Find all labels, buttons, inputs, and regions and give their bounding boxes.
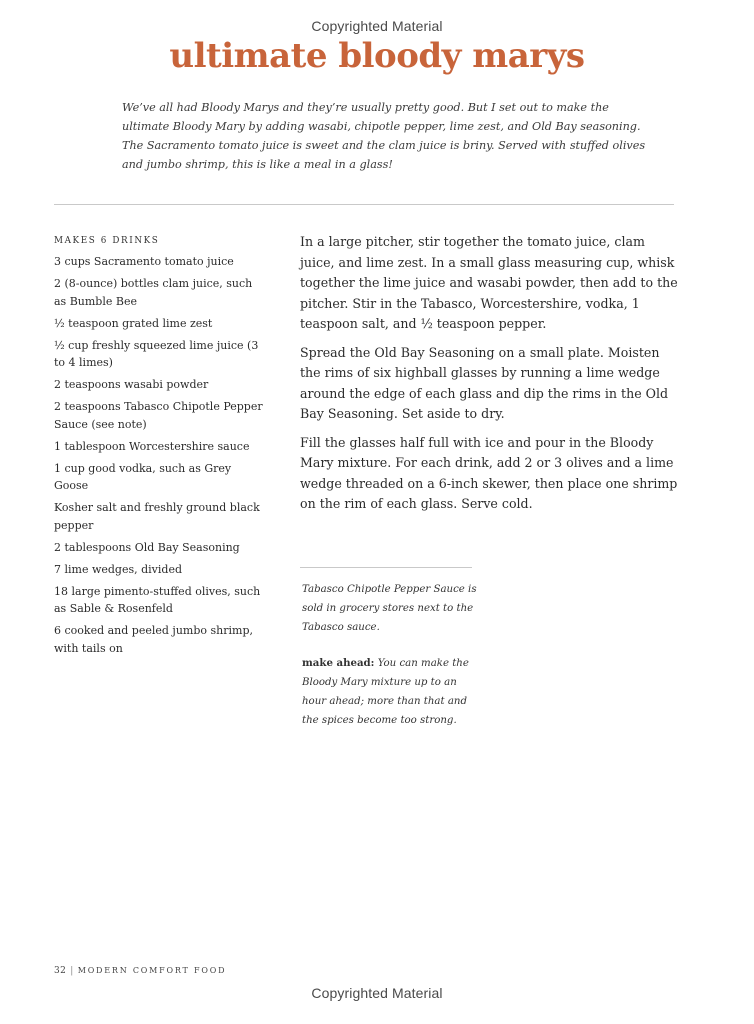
direction-step: In a large pitcher, stir together the tomato juice, clam juice, and lime zest. In a small glass measuring cup, whisk together the lime juice and wasabi powder, then add to the pitcher. Stir in the Tabasco, Worcestershire, vodka, 1 teaspoon salt, and ½ teaspoon pepper. — [300, 234, 678, 331]
ingredient-list — [54, 253, 266, 657]
ingredient-item: 1 cup good vodka, such as Grey Goose — [54, 461, 232, 492]
ingredient-item: 2 teaspoons Tabasco Chipotle Pepper Sauce (see note) — [54, 400, 263, 431]
page-footer — [54, 966, 226, 976]
ingredient-item: 7 lime wedges, divided — [54, 562, 183, 576]
ingredient-item: 6 cooked and peeled jumbo shrimp, with tails on — [54, 624, 253, 655]
copyright-watermark-top: Copyrighted Material — [311, 18, 443, 34]
recipe-notes — [302, 580, 482, 747]
recipe-title: ultimate bloody marys — [169, 36, 585, 76]
recipe-intro: We’ve all had Bloody Marys and they’re usually pretty good. But I set out to make the ultimate Bloody Mary by adding wasabi, chipotle pepper, lime zest, and Old Bay seasoning. The Sacramento tomato juice is sweet and the clam juice is briny. Served with stuffed olives and jumbo shrimp, this is like a meal in a glass! — [122, 101, 646, 171]
make-ahead-label: make ahead: — [302, 657, 375, 669]
copyright-watermark-bottom: Copyrighted Material — [311, 985, 443, 1001]
ingredient-item: ½ cup freshly squeezed lime juice (3 to 4 limes) — [54, 338, 259, 369]
footer-separator: | — [70, 966, 74, 976]
ingredient-item: 3 cups Sacramento tomato juice — [54, 255, 234, 268]
make-ahead-note — [302, 654, 482, 730]
recipe-yield: MAKES 6 DRINKS — [54, 236, 160, 246]
notes-divider — [300, 567, 472, 568]
ingredient-item: Kosher salt and freshly ground black pepper — [54, 501, 260, 532]
book-title: MODERN COMFORT FOOD — [77, 966, 227, 975]
make-ahead-text: You can make the Bloody Mary mixture up to an hour ahead; more than that and the spices become too strong. — [302, 658, 469, 726]
tabasco-note: Tabasco Chipotle Pepper Sauce is sold in grocery stores next to the Tabasco sauce. — [302, 584, 477, 633]
ingredients-column — [54, 236, 266, 662]
ingredient-item: 2 teaspoons wasabi powder — [54, 378, 209, 391]
directions-column — [300, 232, 678, 523]
ingredient-item: ½ teaspoon grated lime zest — [54, 316, 213, 330]
direction-step: Spread the Old Bay Seasoning on a small plate. Moisten the rims of six highball glasses by running a lime wedge around the edge of each glass and dip the rims in the Old Bay Seasoning. Set aside to dry. — [300, 344, 669, 421]
ingredient-item: 18 large pimento-stuffed olives, such as Sable & Rosenfeld — [54, 584, 261, 615]
page-number: 32 — [54, 966, 67, 976]
direction-step: Fill the glasses half full with ice and pour in the Bloody Mary mixture. For each drink, add 2 or 3 olives and a lime wedge threaded on a 6-inch skewer, then place one shrimp on the rim of each glass. Serve cold. — [300, 434, 678, 511]
ingredient-item: 2 tablespoons Old Bay Seasoning — [54, 540, 240, 554]
ingredient-item: 2 (8-ounce) bottles clam juice, such as Bumble Bee — [54, 277, 253, 308]
ingredient-item: 1 tablespoon Worcestershire sauce — [54, 439, 250, 453]
section-divider — [54, 204, 674, 205]
